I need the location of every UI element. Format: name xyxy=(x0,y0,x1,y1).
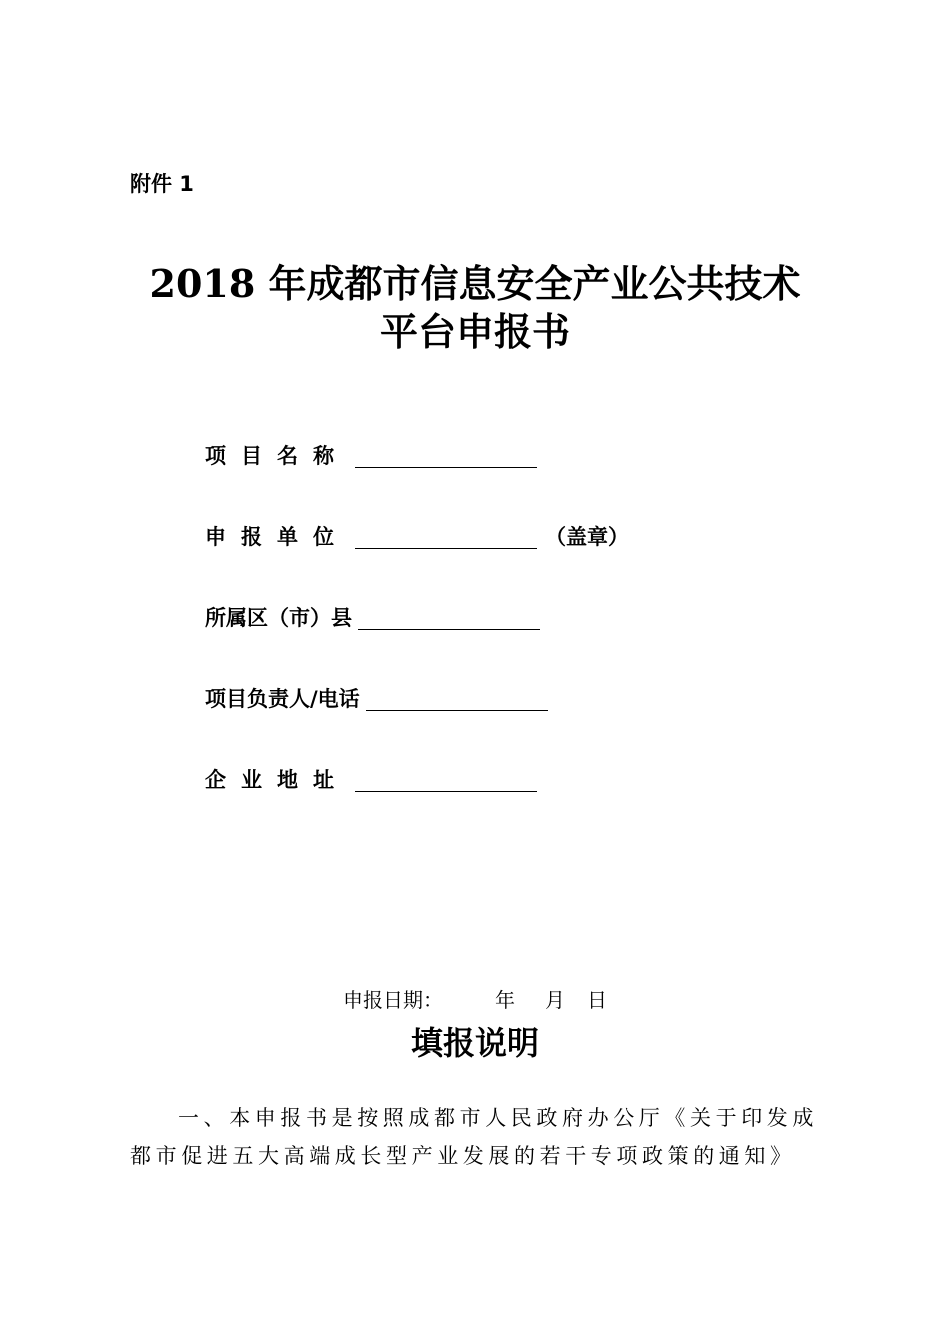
contact-blank[interactable] xyxy=(366,684,548,711)
address-label: 企业地址 xyxy=(205,768,349,792)
application-date xyxy=(343,986,607,1014)
date-label: 申报日期： xyxy=(343,988,443,1012)
address-blank[interactable] xyxy=(355,765,537,792)
date-month: 月 xyxy=(545,988,565,1012)
project-name-label: 项目名称 xyxy=(205,444,349,468)
district-label: 所属区（市）县 xyxy=(205,606,352,630)
applicant-unit-blank[interactable] xyxy=(355,522,537,549)
applicant-unit-label: 申报单位 xyxy=(205,525,349,549)
instructions-title: 填报说明 xyxy=(410,1024,539,1062)
project-name-blank[interactable] xyxy=(355,441,537,468)
document-title-line-2: 平台申报书 xyxy=(379,309,570,354)
district-row xyxy=(205,600,540,632)
date-year: 年 xyxy=(495,988,515,1012)
project-name-row xyxy=(205,438,537,470)
contact-row xyxy=(205,681,548,713)
seal-note: （盖章） xyxy=(545,525,629,549)
address-row xyxy=(205,762,537,794)
attachment-label: 附件 1 xyxy=(130,172,194,196)
applicant-unit-row xyxy=(205,519,629,551)
date-day: 日 xyxy=(587,988,607,1012)
district-blank[interactable] xyxy=(358,603,540,630)
document-title-line-1: 2018 年成都市信息安全产业公共技术 xyxy=(149,261,801,306)
instructions-paragraph-line-1: 一、本申报书是按照成都市人民政府办公厅《关于印发成 xyxy=(178,1106,818,1130)
contact-label: 项目负责人/电话 xyxy=(205,687,360,711)
instructions-paragraph-line-2: 都市促进五大高端成长型产业发展的若干专项政策的通知》 xyxy=(130,1144,796,1168)
